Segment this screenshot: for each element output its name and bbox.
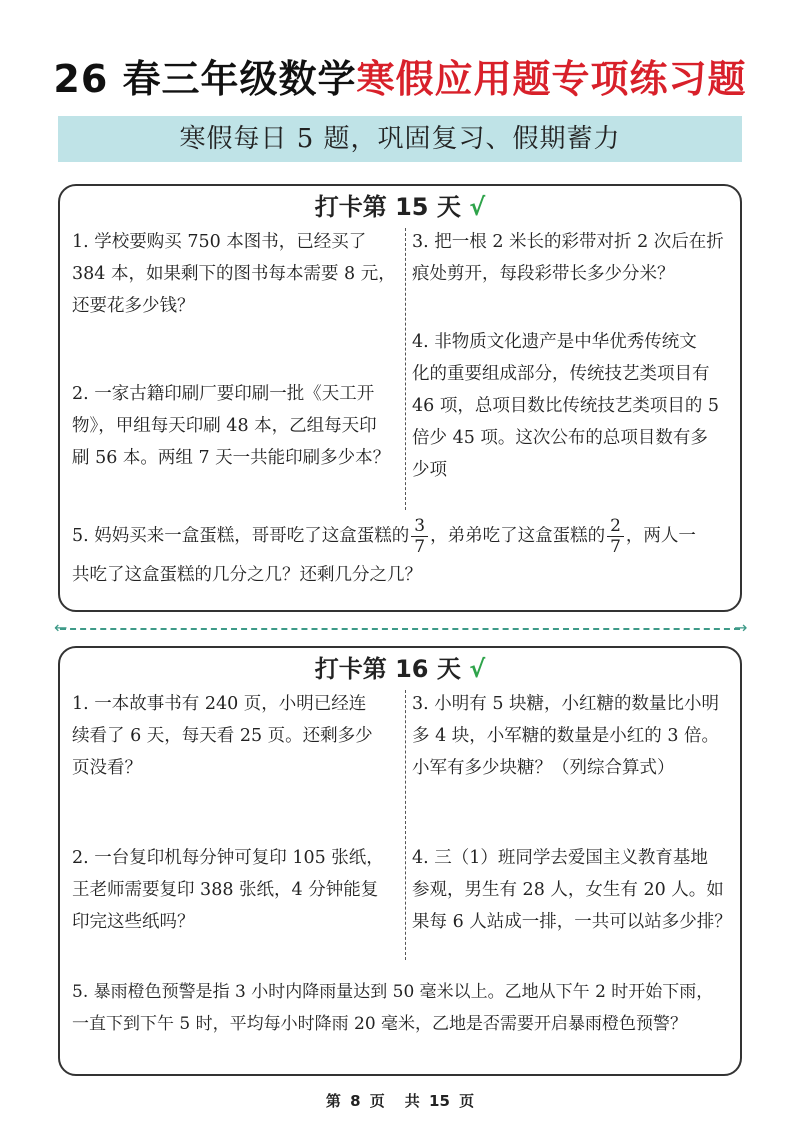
day15-question-1: 1. 学校要购买 750 本图书，已经买了 384 本，如果剩下的图书每本需要 8 元， 还要花多少钱？ [72, 232, 396, 316]
day15-title-text: 打卡第 15 天 [314, 193, 461, 221]
fraction-denominator: 7 [610, 537, 621, 557]
day16-title-text: 打卡第 16 天 [314, 655, 461, 683]
day16-question-4: 4. 三（1）班同学去爱国主义教育基地 参观，男生有 28 人，女生有 20 人。如 果每 6 人站成一排，一共可以站多少排？ [412, 848, 732, 932]
title-black-part: 26 春三年级数学 [53, 57, 357, 101]
day16-question-5: 5. 暴雨橙色预警是指 3 小时内降雨量达到 50 毫米以上。乙地从下午 2 时开始下雨， 一直下到下午 5 时，平均每小时降雨 20 毫米，乙地是否需要开启暴雨橙色预警？ [72, 982, 714, 1034]
fraction-three-sevenths [411, 516, 428, 557]
fraction-denominator: 7 [414, 537, 426, 557]
title-red-part: 寒假应用题专项练习题 [356, 57, 747, 101]
day15-question-5 [72, 516, 736, 593]
arrow-right-icon: → [734, 618, 748, 637]
fraction-numerator: 3 [411, 516, 428, 537]
day15-title [60, 190, 740, 224]
day16-question-2: 2. 一台复印机每分钟可复印 105 张纸， 王老师需要复印 388 张纸，4 分钟能复 印完这些纸吗？ [72, 848, 384, 932]
q5-text-b: ，弟弟吃了这盒蛋糕的 [430, 526, 606, 546]
day15-question-3: 3. 把一根 2 米长的彩带对折 2 次后在折 痕处剪开，每段彩带长多少分米？ [412, 232, 724, 284]
day15-question-4: 4. 非物质文化遗产是中华优秀传统文 化的重要组成部分，传统技艺类项目有 46 项，总项目数比传统技艺类项目的 5 倍少 45 项。这次公布的总项目数有多 少项 [412, 332, 720, 480]
day15-card [58, 184, 742, 612]
section-divider [60, 628, 740, 632]
page-number: 第 8 页 [325, 1092, 385, 1110]
day16-card [58, 646, 742, 1076]
day16-question-3: 3. 小明有 5 块糖，小红糖的数量比小明 多 4 块，小军糖的数量是小红的 3 倍。 小军有多少块糖？（列综合算式） [412, 694, 720, 778]
page-footer [0, 1090, 800, 1111]
fraction-two-sevenths [607, 516, 624, 557]
q5-text-c: ，两人一 [625, 526, 696, 546]
checkmark-icon: √ [469, 655, 486, 683]
checkmark-icon: √ [469, 193, 486, 221]
page-title [0, 56, 800, 102]
day16-question-1: 1. 一本故事书有 240 页，小明已经连 续看了 6 天，每天看 25 页。还剩多少 页没看？ [72, 694, 373, 778]
subtitle-banner: 寒假每日 5 题，巩固复习、假期蓄力 [58, 116, 742, 162]
page-total: 共 15 页 [404, 1092, 475, 1110]
arrow-left-icon: ← [54, 618, 68, 637]
column-divider [405, 228, 406, 510]
column-divider [405, 690, 406, 960]
q5-text-d: 共吃了这盒蛋糕的几分之几？还剩几分之几？ [72, 565, 422, 585]
day16-title [60, 652, 740, 686]
q5-text-a: 5. 妈妈买来一盒蛋糕，哥哥吃了这盒蛋糕的 [72, 526, 410, 546]
fraction-numerator: 2 [607, 516, 624, 537]
day15-question-2: 2. 一家古籍印刷厂要印刷一批《天工开 物》，甲组每天印刷 48 本，乙组每天印 刷 56 本。两组 7 天一共能印刷多少本？ [72, 384, 391, 468]
